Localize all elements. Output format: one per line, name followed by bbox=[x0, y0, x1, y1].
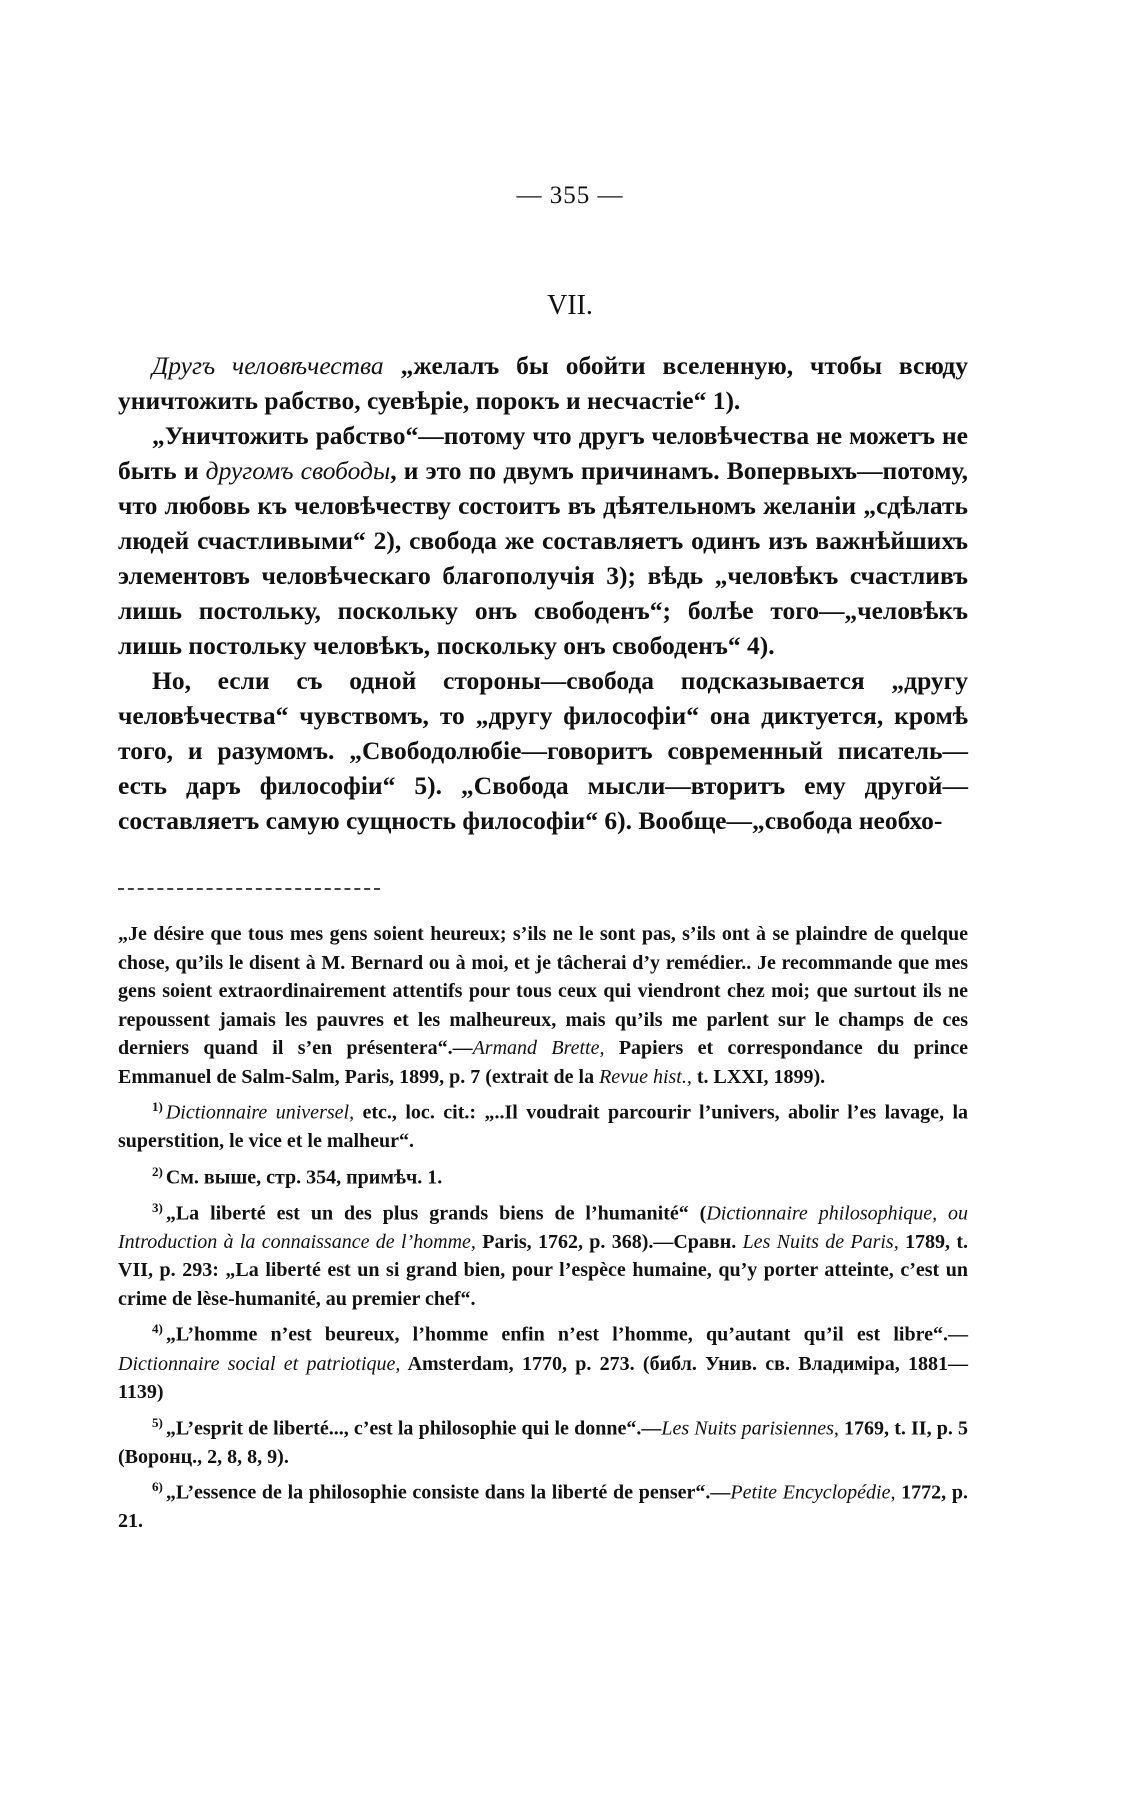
footnote-mark: 5) bbox=[152, 1414, 163, 1430]
text-run: Amsterdam, 1770, p. 273. (библ. Унив. св. Владиміра, 1881—1139) bbox=[118, 1352, 969, 1404]
footnote-6 bbox=[118, 1473, 968, 1536]
footnote-continuation bbox=[118, 920, 968, 1091]
paragraph bbox=[118, 663, 968, 838]
footnote-mark: 3) bbox=[152, 1199, 163, 1215]
italic-phrase: Dictionnaire social et patriotique, bbox=[118, 1352, 401, 1375]
chapter-heading: VII. bbox=[547, 290, 593, 321]
italic-phrase: Petite Encyclopédie, bbox=[730, 1481, 896, 1504]
footnote-4 bbox=[118, 1315, 968, 1406]
text-run: „L’essence de la philosophie consiste dans la liberté de penser“.— bbox=[165, 1481, 731, 1504]
footnote-mark: 4) bbox=[152, 1321, 163, 1337]
text-run: 1789, t. VII, p. 293: „La liberté est un si grand bien, pour l’espèce humaine, qu’y porter atteinte, c’est un crime de lèse-humanité, au premier chef“. bbox=[118, 1230, 968, 1310]
footnote-5 bbox=[118, 1409, 968, 1472]
italic-phrase: Dictionnaire philosophique, ou Introduction à la connaissance de l’homme, bbox=[118, 1202, 969, 1253]
italic-phrase: Les Nuits de Paris, bbox=[742, 1230, 899, 1253]
text-run: Papiers et correspondance du prince Emmanuel de Salm-Salm, Paris, 1899, p. 7 (extrait de la bbox=[118, 1037, 968, 1088]
italic-phrase: другомъ свободы bbox=[205, 456, 391, 485]
text-run: „Je désire que tous mes gens soient heureux; s’ils ne le sont pas, s’ils ont à se plaindre de quelque chose, qu’ils le disent à M. Bernard ou à moi, et je tâcherai d’y remédier.. Je recommande que mes gens soient extraordinairement attentifs pour tous ceux qui viendront chez moi; que surtout ils ne repoussent jamais les pauvres et les malheureux, mais qu’ils me parlent sur le champs de ces derniers quand il s’en présentera“.— bbox=[118, 923, 968, 1059]
text-run: , и это по двумъ причинамъ. Вопервыхъ—потому, что любовь къ человѣчеству состоитъ въ дѣятельномъ желаніи „сдѣлать людей счастливыми“ 2), свобода же составляетъ одинъ изъ важнѣйшихъ элементовъ человѣческаго благополучія 3); вѣдь „человѣкъ счастливъ лишь постольку, поскольку онъ свободенъ“; болѣе того—„человѣкъ лишь постольку человѣкъ, поскольку онъ свободенъ“ 4). bbox=[118, 456, 969, 660]
paragraph bbox=[118, 418, 968, 663]
text-run: t. LXXI, 1899). bbox=[691, 1065, 826, 1088]
text-run: „Уничтожить рабство“—потому что другъ человѣчества не можетъ не быть и bbox=[118, 421, 968, 485]
footnote-2 bbox=[118, 1158, 968, 1192]
text-run: См. выше, стр. 354, примѣч. 1. bbox=[165, 1166, 443, 1189]
text-run: „L’esprit de liberté..., c’est la philosophie qui le donne“.— bbox=[165, 1417, 662, 1440]
footnote-1 bbox=[118, 1093, 968, 1156]
text-run: „желалъ бы обойти вселенную, чтобы всюду уничтожить рабство, суевѣріе, порокъ и несчастіе“ 1). bbox=[118, 351, 968, 415]
italic-phrase: Revue hist., bbox=[599, 1065, 692, 1088]
text-run: etc., loc. cit.: „..Il voudrait parcourir l’univers, abolir l’es lavage, la superstition, le vice et le malheur“. bbox=[118, 1101, 969, 1153]
page-number: — 355 — bbox=[516, 182, 624, 209]
italic-phrase: Armand Brette, bbox=[472, 1037, 605, 1059]
footnotes bbox=[118, 920, 968, 1538]
footnote-divider bbox=[118, 888, 380, 890]
text-run: 1769, t. II, p. 5 (Воронц., 2, 8, 8, 9). bbox=[118, 1417, 968, 1468]
italic-phrase: Другъ человѣчества bbox=[152, 351, 384, 380]
text-run: 1772, p. 21. bbox=[118, 1481, 968, 1533]
footnote-mark: 6) bbox=[152, 1479, 163, 1495]
main-text bbox=[118, 348, 968, 838]
footnote-3 bbox=[118, 1194, 968, 1314]
text-run: „L’homme n’est beureux, l’homme enfin n’est l’homme, qu’autant qu’il est libre“.— bbox=[165, 1324, 968, 1347]
text-run: „La liberté est un des plus grands biens de l’humanité“ ( bbox=[165, 1202, 707, 1225]
text-run: Но, если съ одной стороны—свобода подсказывается „другу человѣчества“ чувствомъ, то „другу философіи“ она диктуется, кромѣ того, и разумомъ. „Свободолюбіе—говоритъ современный писатель—есть даръ философіи“ 5). „Свобода мысли—вторитъ ему другой—составляетъ самую сущность философіи“ 6). Вообще—„свобода необхо- bbox=[118, 666, 968, 835]
footnote-mark: 2) bbox=[152, 1163, 163, 1179]
italic-phrase: Dictionnaire universel, bbox=[165, 1101, 355, 1124]
italic-phrase: Les Nuits parisiennes, bbox=[661, 1417, 839, 1440]
footnote-mark: 1) bbox=[152, 1099, 163, 1114]
paragraph bbox=[118, 348, 968, 418]
text-run: Paris, 1762, p. 368).—Сравн. bbox=[475, 1230, 743, 1253]
